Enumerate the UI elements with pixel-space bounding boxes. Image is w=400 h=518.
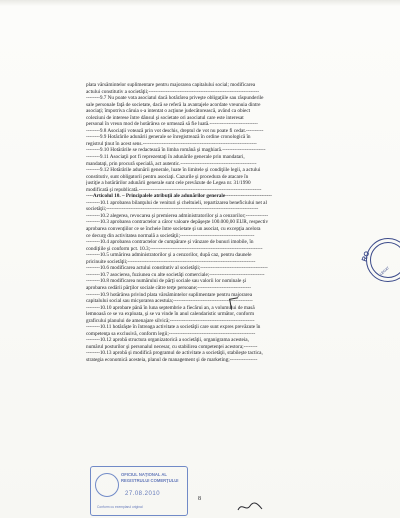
document-line: asociaţi; împotriva căruia s-a intentat o acţiune judecătorească, având ca obiect [86, 108, 251, 115]
document-line: --------10.6 modificarea actului constitutiv al societăţii;--------------------------------------- [86, 265, 268, 272]
document-line: personal în vreun mod de hotărârea ce urmează să fie luată.---------------------------- [86, 121, 258, 128]
document-line: coleziuni de interese între dânsul şi societate ori asociatul care este interesat [86, 114, 244, 121]
page-number: 8 [198, 496, 201, 502]
document-line: --------10.5 urmărirea administratorilor şi a cenzorilor, după caz, pentru daunele [86, 252, 252, 259]
stamp-letters: RO [361, 250, 372, 263]
document-line: constitutiv, sunt obligatorii pentru asociaţi. Cazurile şi procedura de atacare în [86, 173, 249, 180]
stamp-date: 27.08.2010 [125, 491, 161, 497]
document-line: justiţie a hotărârilor adunării generale sunt cele prevăzute de Legea nr. 31/1990 [86, 180, 251, 187]
stamp-title-line2: REGISTRULUI COMERŢULUI [121, 478, 179, 483]
document-line: registrul ţinut în acest sens.------------------------------------------------------------------ [86, 140, 257, 147]
stamp-footer: Conform cu exemplarul original [97, 505, 143, 509]
document-line: --------9.7 Nu poate vota asociatul dacă hotărârea priveşte obligaţiile sau răspunderile [86, 95, 264, 102]
page-top-edge [0, 0, 400, 6]
document-line: ce decurg din activitatea normală a societăţii;------------------------------------------- [86, 232, 255, 239]
document-line: lemnoasă ce se va exploata, şi se va vinde în anul calendaristic următor, conform [86, 311, 255, 318]
stamp-seal-icon [95, 473, 119, 497]
stamp-small-text: LEGAT [379, 265, 391, 277]
document-line: aprobarea convenţiilor ce se încheie între societate şi un asociat, cu excepţia acelora [86, 226, 261, 233]
document-line: --------10.1 aprobarea bilanţului de venituri şi cheltuieli, repartizarea beneficiului net al [86, 199, 267, 206]
signature-mark [236, 500, 264, 514]
document-line: sale personale faţă de societate, dacă se referă la avantajele acordate vreunuia dintre [86, 101, 261, 108]
document-line: --------10.9 hotărârea privind plata vărsămintelor suplimentare pentru majorarea [86, 291, 253, 298]
document-line: --------10.13 aprobă şi modifică programul de activitate a societăţii, stabileşte tactica, [86, 350, 263, 357]
document-line: condiţiile şi conform pct. 10.3;----------------------------------------------------------------- [86, 245, 263, 252]
document-line: --------10.8 modificarea numărului de părţi sociale sau valorii lor nominale şi [86, 278, 247, 285]
document-line: graficului planului de amenajare silvică;------------------------------------------------- [86, 317, 255, 324]
document-line: modificată şi republicată.----------------------------------------------------------------------- [86, 186, 262, 193]
document-line: mandataţi, prin procură specială, act autentic.-------------------------------------------- [86, 160, 257, 167]
document-line: --------9.10 Hotărârile se redactează în limba română şi maghiară.------------------------- [86, 147, 266, 154]
document-line: --------10.2 alegerea, revocarea şi premierea administratorilor şi a cenzorilor;------------- [86, 212, 269, 219]
document-line: --------9.12 Hotărârile adunării generale, luate în limitele şi condiţiile legii, a actului [86, 167, 261, 174]
document-line: aprobarea cedării părţilor sociale către terţe persoane;------------------------------- [86, 284, 251, 291]
document-line: --------10.10 aprobare până în luna septembrie a fiecărui an, a volumului de masă [86, 304, 255, 311]
document-line: --------10.3 aprobarea contractelor a căror valoare depăşeşte 100.000,00 EUR, respectiv [86, 219, 269, 226]
document-line: actului constitutiv a societăţii;---------------------------------------------------------------- [86, 88, 260, 95]
document-line: --------10.11 hotărăşte în întreaga activitate a societăţii care sunt expres prevăzute în [86, 324, 261, 331]
document-line: pricinuite societăţii;-------------------------------------------------------------------------- [86, 258, 256, 265]
document-line: --------9.8 Asociaţii votează prin vot deschis, dreptul de vot nu poate fi cedat.---------- [86, 127, 264, 134]
document-line: numărul posturilor şi personalul necesar, cu stabilirea competenţei acestora;-------- [86, 343, 258, 350]
document-body [86, 82, 376, 364]
document-line: societăţii;---------------------------------------------------------------------------------------- [86, 206, 259, 213]
document-line: --------10.7 asocierea, fuziunea cu alte societăţi comerciale;-------------------------------- [86, 271, 265, 278]
document-line: strategia economică acesteia, planul de management şi de marketing;---------------- [86, 356, 258, 363]
document-line: --------9.9 Hotărârile adunării generale se înregistrează în ordine cronologică în [86, 134, 251, 141]
document-line: --------10.4 aprobarea contractelor de cumpărare şi vânzare de bunuri imobile, în [86, 239, 254, 246]
document-line: competenţa sa exclusivă, conform legii;-------------------------------------------------- [86, 330, 256, 337]
document-line: plata vărsămintelor suplimentare pentru majorarea capitalului social; modificarea [86, 82, 256, 88]
document-line: ----Articolul 10. – Principalele atribuţii ale adunărilor generale--------------------------- [86, 193, 272, 200]
document-line: --------9.11 Asociaţii pot fi reprezentaţi în adunările generale prin mandatari, [86, 154, 245, 161]
document-line: capitalului social sau micşorarea acestuia;---------------------------------------------- [86, 298, 253, 305]
registry-stamp [90, 466, 188, 516]
document-line: --------10.12 aprobă structura organizatorică a societăţii, organigrama acesteia, [86, 337, 249, 344]
stamp-title-line1: OFICIUL NAŢIONAL AL [121, 472, 167, 477]
handwritten-bracket-mark [229, 297, 240, 309]
